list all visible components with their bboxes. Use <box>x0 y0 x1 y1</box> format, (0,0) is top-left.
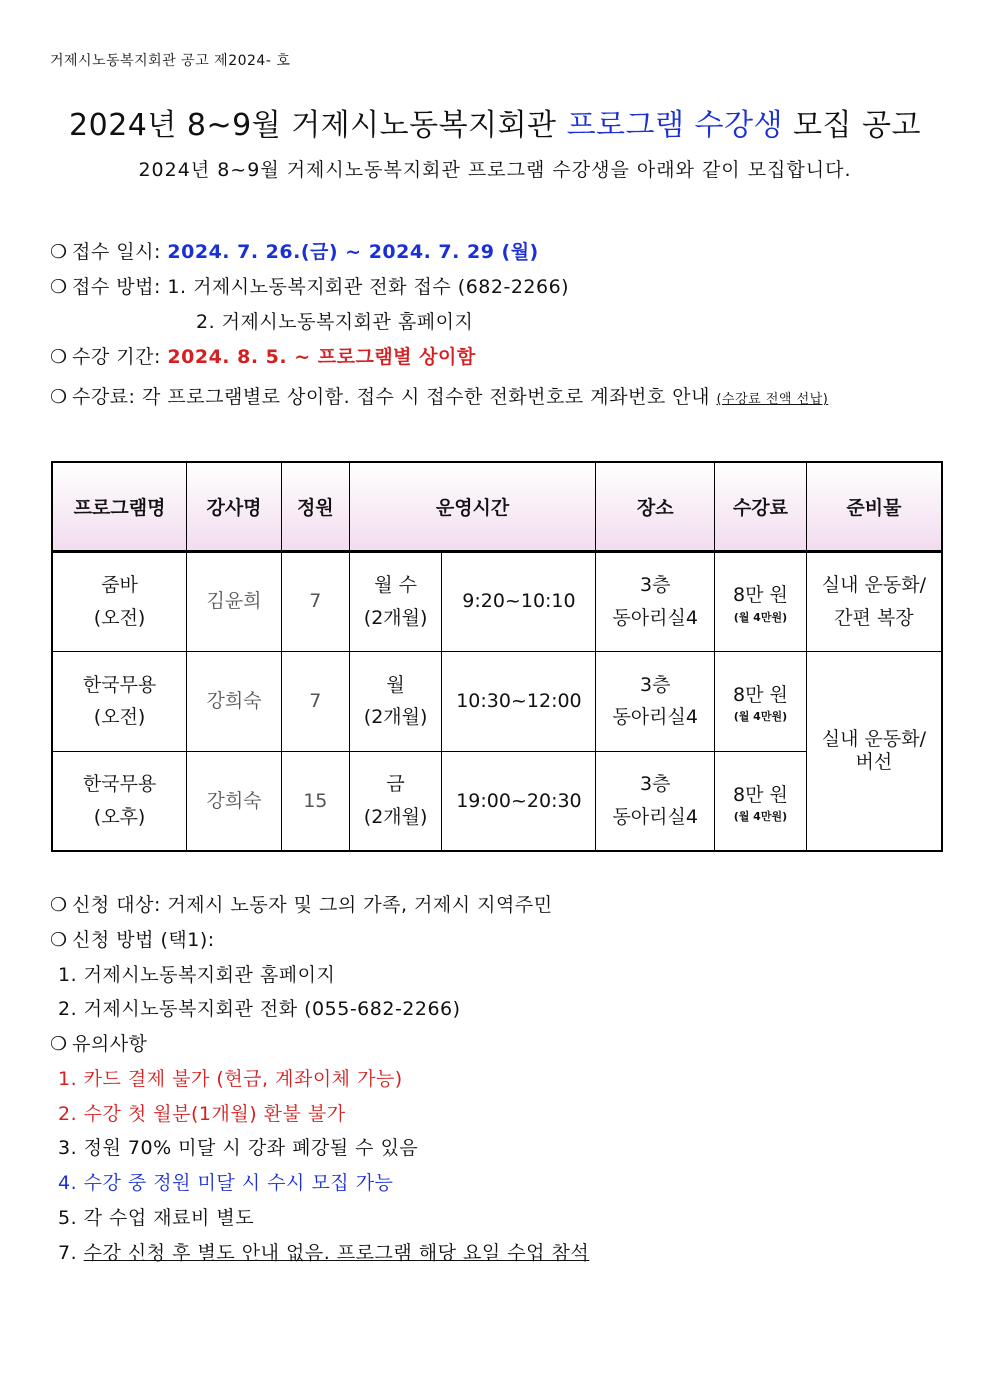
table-row <box>52 551 942 651</box>
program-session: (오전) <box>93 706 146 728</box>
time-cell: 19:00~20:30 <box>442 751 596 851</box>
header-fee: 수강료 <box>715 462 807 551</box>
program-cell <box>52 751 187 851</box>
capacity-cell: 7 <box>281 651 349 751</box>
reception-date-line <box>50 237 539 264</box>
program-table <box>51 461 943 852</box>
note-7 <box>58 1238 589 1265</box>
bullet-icon: ❍ <box>50 346 68 368</box>
capacity-cell: 7 <box>281 551 349 651</box>
page-title <box>0 100 990 144</box>
bullet-icon: ❍ <box>50 894 68 916</box>
location-cell <box>596 651 715 751</box>
note-1: 1. 카드 결제 불가 (현금, 계좌이체 가능) <box>58 1068 403 1090</box>
fee: 8만 원 <box>733 783 788 806</box>
table-header-row <box>52 462 942 551</box>
period-label: 수강 기간: <box>72 346 168 368</box>
instructor-cell: 김윤희 <box>187 551 282 651</box>
fee: 8만 원 <box>733 584 788 607</box>
supplies-cell <box>806 651 942 851</box>
method-label: 접수 방법: <box>72 276 168 298</box>
supplies-line-1: 실내 운동화/ <box>821 727 926 750</box>
note-3: 3. 정원 70% 미달 시 강좌 폐강될 수 있음 <box>58 1137 419 1159</box>
note-2: 2. 수강 첫 월분(1개월) 환불 불가 <box>58 1103 346 1125</box>
fee-line <box>50 382 828 409</box>
apply-method-2: 2. 거제시노동복지회관 전화 (055-682-2266) <box>58 998 461 1020</box>
duration: (2개월) <box>363 805 428 828</box>
instructor-cell: 강희숙 <box>187 751 282 851</box>
supplies-line-1: 실내 운동화/ <box>821 574 926 597</box>
method-1: 1. 거제시노동복지회관 전화 접수 (682-2266) <box>167 276 570 298</box>
fee-monthly: (월 4만원) <box>733 809 788 823</box>
reception-method-2: 2. 거제시노동복지회관 홈페이지 <box>196 311 474 333</box>
supplies-line-2: 간편 복장 <box>834 606 914 629</box>
reception-value: 2024. 7. 26.(금) ~ 2024. 7. 29 (월) <box>167 241 539 263</box>
fee-text: 수강료: 각 프로그램별로 상이함. 접수 시 접수한 전화번호로 계좌번호 안내 <box>72 386 717 408</box>
supplies-cell <box>806 551 942 651</box>
subtitle: 2024년 8~9월 거제시노동복지회관 프로그램 수강생을 아래와 같이 모집합니다. <box>138 159 852 181</box>
title-highlight: 프로그램 수강생 <box>566 108 783 143</box>
capacity-cell: 15 <box>281 751 349 851</box>
duration: (2개월) <box>363 606 428 629</box>
duration: (2개월) <box>363 706 428 728</box>
floor: 3층 <box>639 673 671 696</box>
program-cell <box>52 551 187 651</box>
bullet-icon: ❍ <box>50 241 68 263</box>
time-cell: 9:20~10:10 <box>442 551 596 651</box>
header-time: 운영시간 <box>349 462 596 551</box>
bullet-icon: ❍ <box>50 1033 68 1055</box>
days: 월 수 <box>374 574 417 597</box>
apply-method-1: 1. 거제시노동복지회관 홈페이지 <box>58 964 336 986</box>
bullet-icon: ❍ <box>50 386 68 408</box>
title-prefix: 2024년 8~9월 거제시노동복지회관 <box>69 108 567 143</box>
notice-number: 거제시노동복지회관 공고 제2024- 호 <box>50 53 291 69</box>
fee-cell <box>715 651 807 751</box>
floor: 3층 <box>639 574 671 597</box>
time-cell: 10:30~12:00 <box>442 651 596 751</box>
fee-monthly: (월 4만원) <box>733 710 788 724</box>
days-cell <box>349 651 442 751</box>
room: 동아리실4 <box>612 606 698 629</box>
title-suffix: 모집 공고 <box>782 108 921 143</box>
bullet-icon: ❍ <box>50 276 68 298</box>
period-value: 2024. 8. 5. ~ 프로그램별 상이함 <box>167 346 476 368</box>
fee-cell <box>715 551 807 651</box>
note-4: 4. 수강 중 정원 미달 시 수시 모집 가능 <box>58 1172 394 1194</box>
fee-note: (수강료 전액 선납) <box>716 392 829 407</box>
fee-monthly: (월 4만원) <box>733 610 788 624</box>
program-name: 줌바 <box>101 574 138 597</box>
location-cell <box>596 551 715 651</box>
note-5: 5. 각 수업 재료비 별도 <box>58 1207 255 1229</box>
header-instructor: 강사명 <box>187 462 282 551</box>
reception-label: 접수 일시: <box>72 241 168 263</box>
fee-cell <box>715 751 807 851</box>
header-program: 프로그램명 <box>52 462 187 551</box>
header-location: 장소 <box>596 462 715 551</box>
notes-title: 유의사항 <box>72 1033 148 1055</box>
location-cell <box>596 751 715 851</box>
room: 동아리실4 <box>612 805 698 828</box>
program-session: (오후) <box>93 805 146 828</box>
course-period-line <box>50 342 476 369</box>
bullet-icon: ❍ <box>50 929 68 951</box>
reception-method-line <box>50 272 569 299</box>
apply-method-title-line <box>50 925 215 952</box>
program-cell <box>52 651 187 751</box>
room: 동아리실4 <box>612 706 698 728</box>
instructor-cell: 강희숙 <box>187 651 282 751</box>
header-supplies: 준비물 <box>806 462 942 551</box>
target-value: 거제시 노동자 및 그의 가족, 거제시 지역주민 <box>167 894 553 916</box>
days-cell <box>349 551 442 651</box>
days-cell <box>349 751 442 851</box>
table-row <box>52 651 942 751</box>
note-7-text: 수강 신청 후 별도 안내 없음. 프로그램 해당 요일 수업 참석 <box>83 1242 590 1264</box>
header-capacity: 정원 <box>281 462 349 551</box>
apply-method-title: 신청 방법 (택1): <box>72 929 215 951</box>
floor: 3층 <box>639 773 671 796</box>
target-label: 신청 대상: <box>72 894 168 916</box>
program-name: 한국무용 <box>82 673 157 696</box>
days: 금 <box>386 773 405 796</box>
days: 월 <box>386 673 405 696</box>
note-7-number: 7. <box>58 1242 84 1264</box>
apply-target-line <box>50 890 553 917</box>
program-session: (오전) <box>93 606 146 629</box>
notes-title-line <box>50 1029 147 1056</box>
program-name: 한국무용 <box>82 773 157 796</box>
fee: 8만 원 <box>733 683 788 706</box>
supplies-line-2: 버선 <box>855 750 893 773</box>
